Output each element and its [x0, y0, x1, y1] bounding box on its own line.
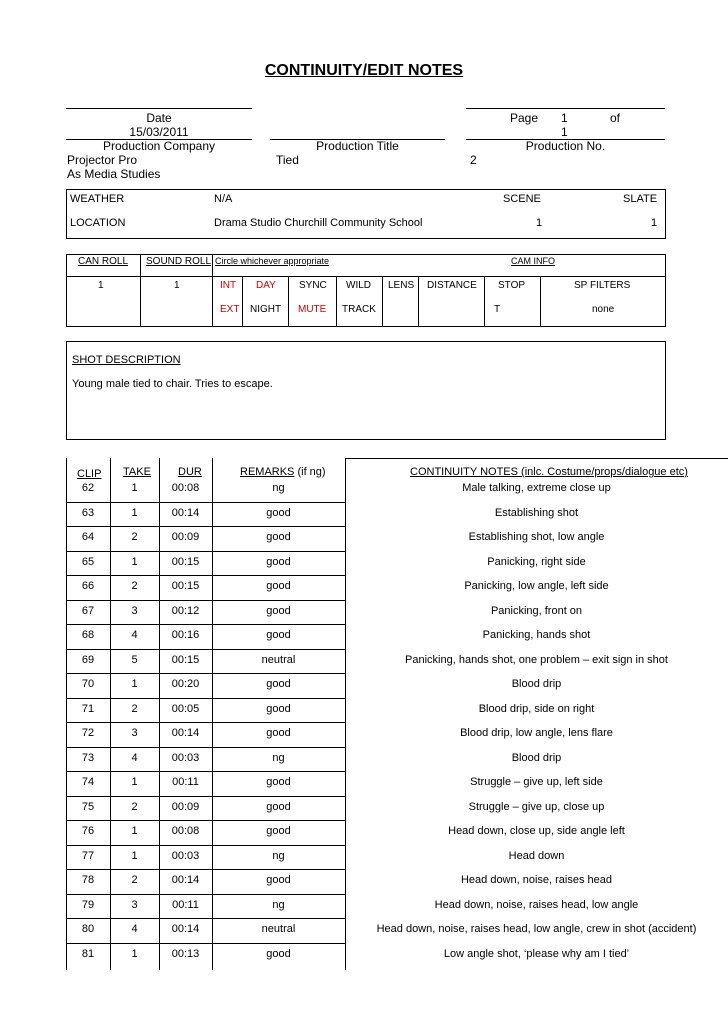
row-remarks: good [266, 874, 291, 886]
page-number: 1 [561, 111, 568, 125]
row-clip: 62 [81, 482, 95, 494]
row-remarks: good [266, 506, 291, 519]
row-notes: Blood drip, low angle, lens flare [460, 727, 613, 739]
row-dur: 00:15 [171, 653, 200, 666]
rule [66, 276, 666, 277]
rule [484, 276, 485, 327]
row-notes: Head down, close up, side angle left [448, 825, 625, 837]
date-label: Date [146, 111, 172, 125]
circle-instruction: Circle whichever appropriate [215, 256, 330, 266]
sync-option: SYNC [299, 280, 327, 291]
row-dur: 00:05 [171, 702, 200, 715]
table-row [0, 629, 728, 654]
rule [345, 458, 728, 459]
production-number-value: 2 [470, 153, 477, 167]
row-notes: Panicking, front on [490, 604, 583, 617]
row-remarks: good [266, 629, 291, 641]
row-notes: Blood drip [511, 678, 562, 690]
page-label: Page [510, 111, 539, 125]
row-remarks: good [266, 947, 291, 960]
table-row [0, 531, 728, 556]
row-take: 4 [131, 629, 138, 641]
row-take: 3 [131, 604, 138, 617]
rule [140, 254, 141, 327]
row-remarks: good [266, 776, 291, 788]
scene-info-box [66, 189, 666, 239]
table-row [0, 776, 728, 801]
row-notes: Struggle – give up, close up [468, 800, 605, 813]
row-dur: 00:03 [171, 849, 200, 862]
row-notes: Head down [508, 849, 565, 862]
rule [336, 276, 337, 327]
row-notes: Struggle – give up, left side [470, 776, 603, 788]
table-row [0, 923, 728, 948]
row-clip: 81 [81, 947, 95, 960]
production-title-label: Production Title [316, 139, 399, 153]
table-row [0, 752, 728, 777]
row-notes: Establishing shot, low angle [468, 531, 605, 543]
row-remarks: ng [272, 898, 285, 911]
company-label: Production Company [102, 139, 216, 153]
row-notes: Panicking, hands shot, one problem – exit sign in shot [405, 653, 668, 666]
row-notes: Male talking, extreme close up [462, 482, 611, 494]
rule [212, 254, 213, 327]
row-clip: 68 [81, 629, 95, 641]
clip-header: CLIP [77, 468, 102, 480]
row-notes: Head down, noise, raises head, low angle, crew in shot (accident) [376, 923, 697, 935]
row-dur: 00:14 [171, 874, 200, 886]
int-option: INT [220, 280, 237, 291]
rule [418, 276, 419, 327]
shot-description-label: SHOT DESCRIPTION [72, 354, 181, 366]
row-clip: 74 [81, 776, 95, 788]
row-dur: 00:16 [171, 629, 200, 641]
row-remarks: good [266, 531, 291, 543]
wild-option: WILD [346, 280, 371, 291]
row-dur: 00:08 [171, 825, 200, 837]
row-take: 1 [131, 947, 138, 960]
rule [288, 276, 289, 327]
row-notes: Establishing shot [494, 506, 579, 519]
shot-description-text: Young male tied to chair. Tries to escape. [72, 378, 273, 390]
row-clip: 73 [81, 751, 95, 764]
row-take: 1 [131, 678, 138, 690]
table-row [0, 948, 728, 973]
table-row [0, 703, 728, 728]
row-clip: 76 [81, 825, 95, 837]
weather-label: WEATHER [70, 193, 125, 205]
location-label: LOCATION [70, 217, 126, 229]
row-dur: 00:14 [171, 506, 200, 519]
row-take: 4 [131, 923, 138, 935]
table-row [0, 654, 728, 679]
row-take: 1 [131, 482, 138, 494]
row-remarks: good [266, 604, 291, 617]
row-remarks: good [266, 580, 291, 592]
weather-value: N/A [214, 193, 233, 205]
row-remarks: ng [272, 751, 285, 764]
lens-label: LENS [388, 280, 415, 291]
date-value: 15/03/2011 [129, 125, 189, 139]
row-take: 1 [131, 849, 138, 862]
remarks-header-suffix: (if ng) [294, 466, 326, 478]
row-clip: 64 [81, 531, 95, 543]
row-dur: 00:11 [172, 776, 199, 788]
table-row [0, 556, 728, 581]
page-title: CONTINUITY/EDIT NOTES [264, 62, 464, 79]
row-clip: 71 [81, 702, 95, 715]
row-remarks: good [266, 678, 291, 690]
row-notes: Panicking, hands shot [482, 629, 591, 641]
table-row [0, 727, 728, 752]
slate-label: SLATE [623, 193, 658, 205]
row-take: 3 [131, 727, 138, 739]
row-take: 1 [131, 825, 138, 837]
row-take: 2 [131, 531, 138, 543]
row-dur: 00:12 [171, 604, 200, 617]
dur-header: DUR [178, 466, 202, 478]
company-value: Projector Pro [67, 153, 138, 167]
row-clip: 66 [81, 580, 95, 592]
row-notes: Blood drip [511, 751, 562, 764]
row-take: 3 [131, 898, 138, 911]
sp-filters-value: none [592, 304, 615, 315]
page-total: 1 [561, 125, 568, 139]
row-clip: 78 [81, 874, 95, 886]
rule [382, 276, 383, 327]
row-dur: 00:20 [171, 678, 200, 690]
row-take: 2 [131, 580, 138, 592]
row-dur: 00:15 [171, 555, 200, 568]
table-row [0, 850, 728, 875]
scene-value: 1 [536, 217, 543, 229]
night-option: NIGHT [250, 304, 282, 315]
company-value-2: As Media Studies [67, 167, 161, 181]
row-dur: 00:11 [172, 898, 199, 911]
row-clip: 63 [81, 506, 95, 519]
table-row [0, 801, 728, 826]
row-clip: 72 [81, 727, 95, 739]
table-row [0, 899, 728, 924]
row-dur: 00:08 [171, 482, 200, 494]
row-dur: 00:14 [171, 923, 200, 935]
row-clip: 69 [81, 653, 95, 666]
page-of: of [610, 111, 621, 125]
scene-label: SCENE [503, 193, 541, 205]
day-option: DAY [256, 280, 276, 291]
row-dur: 00:15 [171, 580, 200, 592]
rule [66, 108, 252, 109]
table-row [0, 507, 728, 532]
can-roll-label: CAN ROLL [78, 256, 129, 267]
can-roll-value: 1 [98, 280, 104, 291]
table-row [0, 580, 728, 605]
sound-roll-value: 1 [174, 280, 180, 291]
cam-info-label: CAM INFO [511, 256, 555, 266]
slate-value: 1 [651, 217, 658, 229]
ext-option: EXT [220, 304, 240, 315]
row-notes: Blood drip, side on right [478, 702, 595, 715]
row-notes: Panicking, low angle, left side [464, 580, 609, 592]
row-dur: 00:13 [171, 947, 200, 960]
rule [242, 276, 243, 327]
row-take: 5 [131, 653, 138, 666]
row-dur: 00:03 [171, 751, 200, 764]
rule [466, 108, 665, 109]
table-row [0, 482, 728, 507]
row-notes: Head down, noise, raises head [460, 874, 613, 886]
production-number-label: Production No. [525, 139, 606, 153]
row-remarks: good [266, 727, 291, 739]
rule [540, 276, 541, 327]
row-clip: 70 [81, 678, 95, 690]
stop-label: STOP [498, 280, 526, 291]
row-clip: 77 [81, 849, 95, 862]
location-value: Drama Studio Churchill Community School [214, 217, 423, 229]
sp-filters-label: SP FILTERS [574, 280, 631, 291]
row-remarks: good [266, 555, 291, 568]
row-remarks: good [266, 702, 291, 715]
row-clip: 80 [81, 923, 95, 935]
row-take: 2 [131, 702, 138, 715]
table-row [0, 825, 728, 850]
row-clip: 67 [81, 604, 95, 617]
row-take: 1 [131, 555, 138, 568]
row-take: 1 [131, 506, 138, 519]
row-remarks: neutral [261, 653, 296, 666]
table-row [0, 605, 728, 630]
stop-value: T [494, 304, 501, 315]
distance-label: DISTANCE [427, 280, 477, 291]
production-title-value: Tied [276, 153, 299, 167]
row-dur: 00:09 [171, 531, 200, 543]
row-take: 2 [131, 874, 138, 886]
row-notes: Panicking, right side [487, 555, 586, 568]
track-option: TRACK [342, 304, 376, 315]
mute-option: MUTE [298, 304, 327, 315]
take-header: TAKE [123, 466, 151, 478]
table-row [0, 678, 728, 703]
row-remarks: ng [272, 849, 285, 862]
row-dur: 00:09 [171, 800, 200, 813]
row-take: 4 [131, 751, 138, 764]
row-clip: 79 [81, 898, 95, 911]
row-take: 2 [131, 800, 138, 813]
table-row [0, 874, 728, 899]
row-notes: Head down, noise, raises head, low angle [434, 898, 639, 911]
remarks-header-label: REMARKS [240, 466, 295, 478]
row-remarks: good [266, 825, 291, 837]
sound-roll-label: SOUND ROLL [146, 256, 212, 267]
row-clip: 65 [81, 555, 95, 568]
continuity-header: CONTINUITY NOTES (inlc. Costume/props/dialogue etc) [410, 466, 688, 478]
row-take: 1 [131, 776, 138, 788]
remarks-header [240, 466, 326, 478]
row-dur: 00:14 [171, 727, 200, 739]
row-clip: 75 [81, 800, 95, 813]
row-notes: Low angle shot, ‘please why am I tied’ [443, 947, 630, 960]
row-remarks: ng [272, 482, 285, 494]
row-remarks: good [266, 800, 291, 813]
row-remarks: neutral [261, 923, 296, 935]
